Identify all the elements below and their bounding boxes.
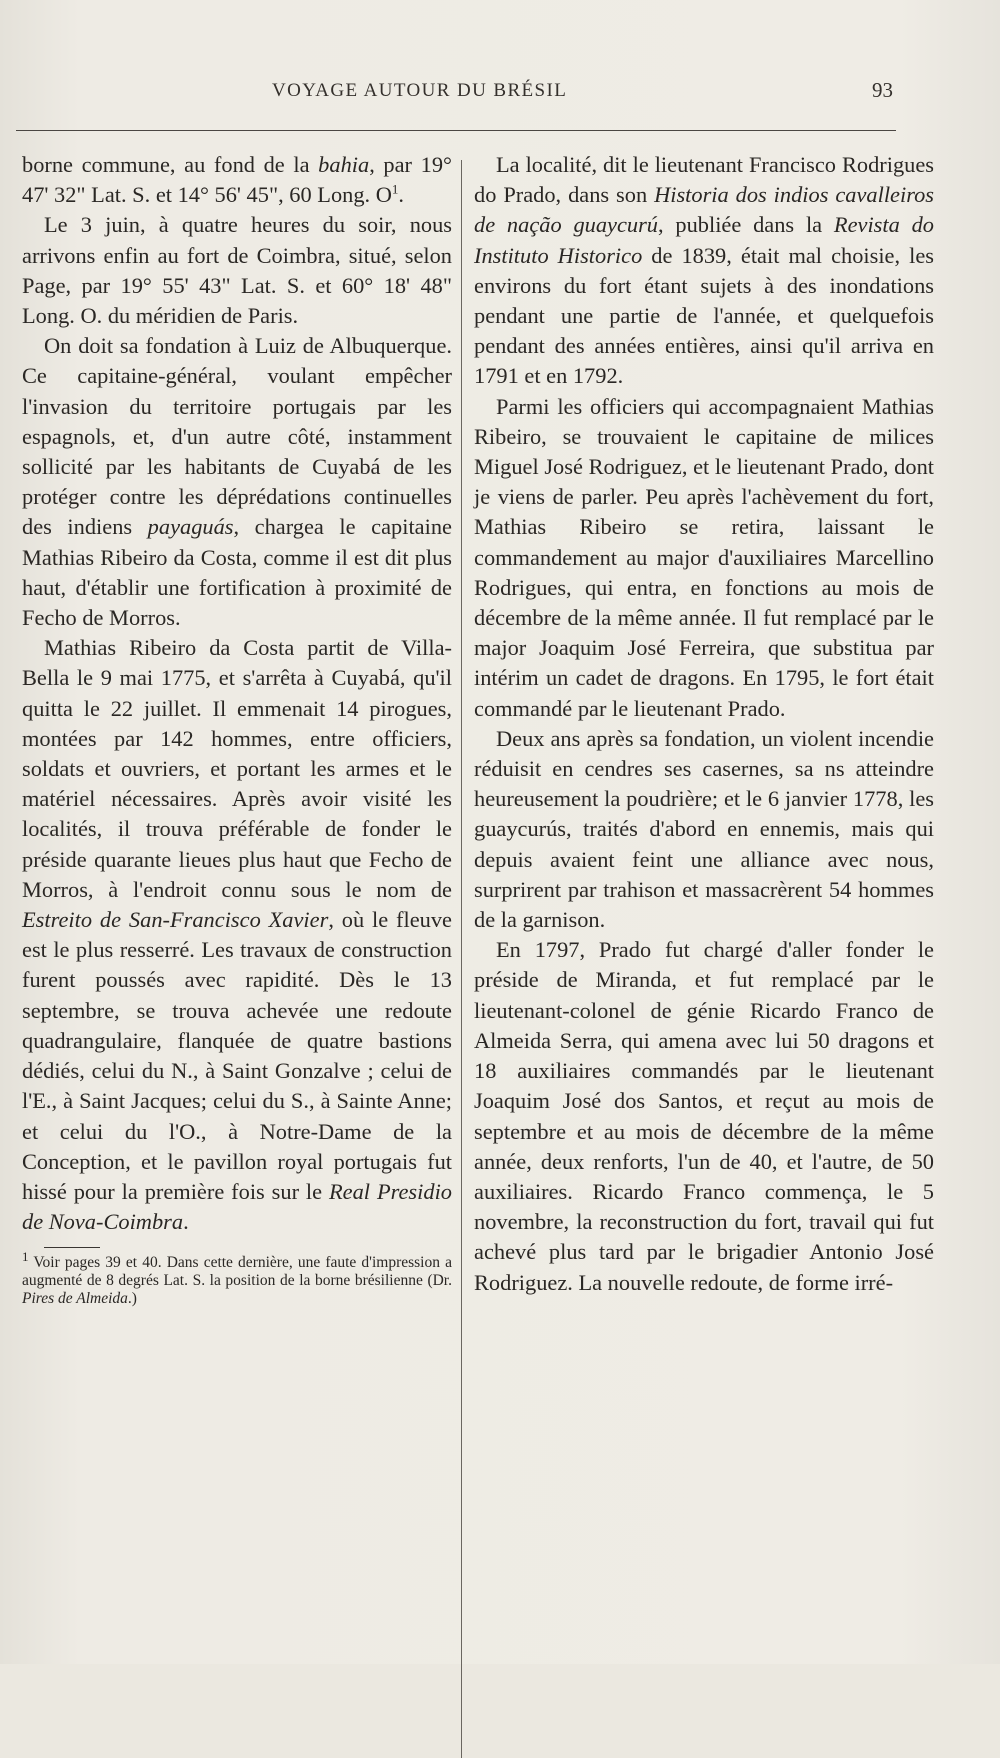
header-rule — [16, 130, 896, 131]
italic-run: bahia — [318, 152, 370, 177]
text-run: , chargea le capitaine Mathias Ribeiro da Costa, comme il est dit plus haut, d'établir une fortification à proximité de Fecho de Morros. — [22, 514, 452, 631]
text-run: .) — [127, 1289, 137, 1307]
column-divider — [461, 160, 462, 1758]
italic-run: Revista do Instituto Historico — [474, 212, 934, 268]
text-run: Voir pages 39 et 40. Dans cette dernière, une faute d'impression a augmenté de 8 degrés Lat. S. la position de la borne brésilienne (Dr. — [22, 1254, 452, 1289]
paragraph — [22, 331, 452, 633]
text-run: La localité, dit le lieutenant Francisco Rodrigues do Prado, dans son — [474, 152, 934, 208]
text-run: de 1839, était mal choisie, les environs du fort étant sujets à des inondations pendant une partie de l'année, et quelquefois pendant des années entières, ainsi qu'il arriva en 1791 et en 1792. — [474, 242, 934, 389]
paragraph — [22, 633, 452, 1237]
paragraph: Parmi les officiers qui accompagnaient Mathias Ribeiro, se trouvaient le capitaine de milices Miguel José Rodriguez, et le lieutenant Prado, dont je viens de parler. Peu après l'achèvement du fort, Mathias Ribeiro se retira, laissant le commandement au major d'auxiliaires Marcellino Rodrigues, qui entra, en fonctions au mois de décembre de la même année. Il fut remplacé par le major Joaquim José Ferreira, que substitua par intérim un cadet de dragons. En 1795, le fort était commandé par le lieutenant Prado. — [474, 393, 934, 721]
italic-run: Pires de Almeida — [22, 1289, 128, 1307]
left-column — [22, 150, 452, 1307]
text-run: , publiée dans la — [658, 212, 834, 238]
text-run: On doit sa fondation à Luiz de Albuquerque. Ce capitaine-général, voulant empêcher l'invasion du territoire portugais par les espagnols, et, d'un autre côté, instamment sollicité par les habitants de Cuyabá de les protéger contre les déprédations continuelles des indiens — [22, 333, 452, 540]
paragraph — [474, 150, 934, 392]
text-run: , par 19° 47' 32" Lat. S. et 14° 56' 45", 60 Long. O — [22, 152, 452, 208]
text-run: . — [183, 1209, 189, 1235]
text-run: Mathias Ribeiro da Costa partit de Villa-Bella le 9 mai 1775, et s'arrêta à Cuyabá, qu'il quitta le 22 juillet. Il emmenait 14 pirogues, montées par 142 hommes, entre officiers, soldats et ouvriers, et portant les armes et le matériel nécessaires. Après avoir visité les localités, il trouva préférable de fonder le préside quarante lieues plus haut que Fecho de Morros, à l'endroit connu sous le nom de — [22, 635, 452, 902]
text-run: . — [398, 182, 405, 208]
right-column — [474, 150, 934, 1298]
paragraph: En 1797, Prado fut chargé d'aller fonder le préside de Miranda, et fut remplacé par le lieutenant-colonel de génie Ricardo Franco de Almeida Serra, qui amena avec lui 50 dragons et 18 auxiliaires commandés par le lieutenant Joaquim José dos Santos, et reçut au mois de septembre et au mois de décembre de la même année, deux renforts, l'un de 40, et l'autre, de 50 auxiliaires. Ricardo Franco commença, le 5 novembre, la reconstruction du fort, travail qui fut achevé plus tard par le brigadier Antonio José Rodriguez. La nouvelle redoute, de forme irré- — [474, 937, 934, 1295]
italic-run: Estreito de San-Francisco Xavier — [22, 907, 329, 933]
text-run: , où le fleuve est le plus resserré. Les travaux de construction furent poussés avec rapidité. Dès le 13 septembre, se trouva achevée une redoute quadrangulaire, flanquée de quatre bastions dédiés, celui du N., à Saint Gonzalve ; celui de l'E., à Saint Jacques; celui du S., à Sainte Anne; et celui du l'O., à Notre-Dame de la Conception, et le pavillon royal portugais fut hissé pour la première fois sur le — [22, 907, 452, 1204]
footnote-mark: 1 — [22, 1249, 29, 1265]
running-title: VOYAGE AUTOUR DU BRÉSIL — [272, 80, 568, 101]
running-head — [0, 80, 1000, 110]
paragraph: Deux ans après sa fondation, un violent incendie réduisit en cendres ses casernes, sa ns atteindre heureusement la poudrière; et le 6 janvier 1778, les guaycurús, traités d'abord en ennemis, mais qui depuis avaient feint une alliance avec nous, surprirent par trahison et massacrèrent 54 hommes de la garnison. — [474, 725, 934, 933]
italic-run: Historia dos indios cavalleiros de nação guaycurú — [474, 182, 935, 238]
text-run: borne commune, au fond de la — [22, 152, 319, 177]
paragraph: Le 3 juin, à quatre heures du soir, nous arrivons enfin au fort de Coimbra, situé, selon Page, par 19° 55' 43" Lat. S. et 60° 18' 48" Long. O. du méridien de Paris. — [22, 212, 452, 329]
footnote-rule — [44, 1247, 100, 1248]
italic-run: payaguás — [147, 514, 234, 540]
italic-run: Real Presidio de Nova-Coimbra — [22, 1178, 452, 1235]
footnote — [22, 1249, 452, 1307]
footnote-ref: 1 — [391, 181, 399, 197]
paragraph — [22, 150, 452, 210]
page-number: 93 — [872, 78, 893, 102]
